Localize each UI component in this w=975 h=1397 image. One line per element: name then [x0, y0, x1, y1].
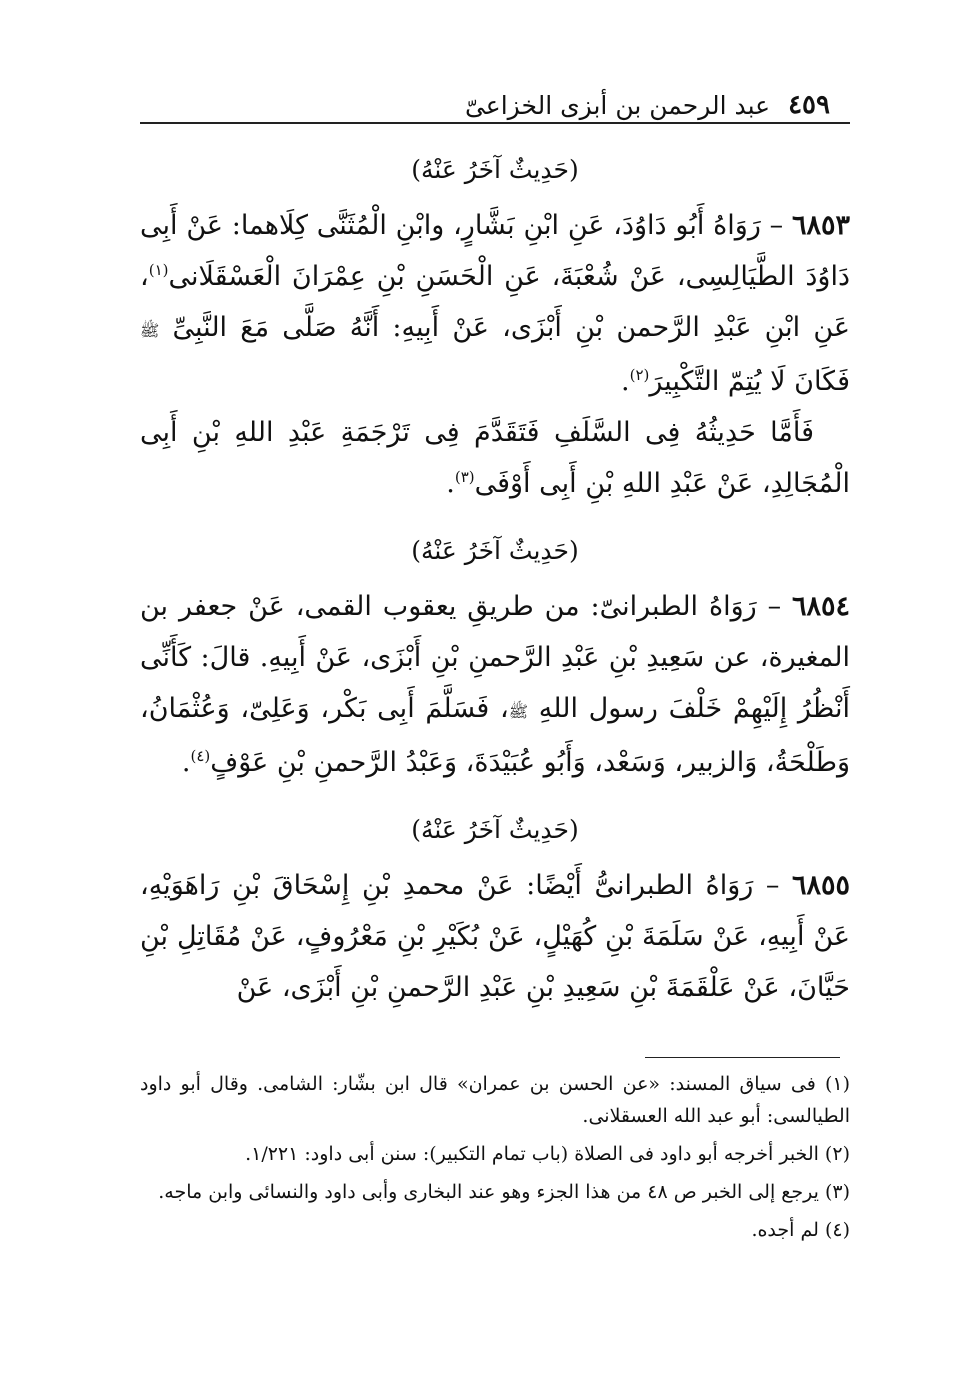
hadith-text: – رَوَاهُ الطبرانىُّ أَيْضًا: عَنْ محمدِ بْنِ إِسْحَاقَ بْنِ رَاهَوَيْهِ، عَنْ أَبِيهِ، عَنْ سَلَمَةَ بْنِ كُهَيْلٍ، عَنْ بُكَيْرِ بْنِ مَعْرُوفٍ، عَنْ مُقَاتِلِ بْنِ حَيَّانَ، عَنْ عَلْقَمَةَ بْنِ سَعِيدِ بْنِ عَبْدِ الرَّحمنِ بْنِ أَبْزَى، عَنْ [140, 870, 850, 1003]
hadith-number: ٦٨٥٥ [791, 870, 850, 901]
running-title: عبد الرحمن بن أبزى الخزاعىّ [464, 91, 771, 120]
footnote-3: (٣) يرجع إلى الخبر ص ٤٨ من هذا الجزء وهو عند البخارى وأبى داود والنسائى وابن ماجه. [158, 1181, 850, 1203]
footnote-4: (٤) لم أجده. [751, 1219, 850, 1241]
footnotes [140, 1068, 850, 1252]
hadith-number: ٦٨٥٤ [791, 591, 850, 622]
hadith-text: – رَوَاهُ الطبرانىّ: من طريقِ يعقوب القمى، عَنْ جعفر بن المغيرة، عن سَعِيدِ بْنِ عَبْدِ الرَّحمنِ بْنِ أَبْزَى، عَنْ أَبِيهِ. قالَ: كَأَنِّى أَنْظُرُ إِلَيْهِمْ خَلْفَ رسول اللهِ [140, 591, 850, 724]
note-text: . [446, 468, 455, 499]
hadith-text: ، فَسَلَّمَ أَبِى بَكْر، وَعَلِىّ، وَعُثْمَانُ، وَطَلْحَةُ، وَالزبير، وَسَعْد، وَأَبُو عُبَيْدَةَ، وَعَبْدُ الرَّحمنِ بْنِ عَوْفٍ [140, 693, 850, 778]
hadith-text: ، عَنِ ابْنِ عَبْدِ الرَّحمن بْنِ أَبْزَى، عَنْ أَبِيهِ: أَنَّهُ صَلَّى مَعَ النَّبِىِّ [140, 261, 851, 343]
hadith-text: فَكَانَ لَا يُتِمّ التَّكْبِيرَ [649, 366, 850, 397]
section-heading: (حَدِيثٌ آخَرُ عَنْهُ) [411, 536, 579, 565]
section-heading: (حَدِيثٌ آخَرُ عَنْهُ) [411, 155, 579, 184]
footnote-2: (٢) الخبر أخرجه أبو داود فى الصلاة (باب تمام التكبير): سنن أبى داود: ١/٢٢١. [245, 1143, 850, 1165]
section-heading: (حَدِيثٌ آخَرُ عَنْهُ) [411, 815, 579, 844]
hadith-number: ٦٨٥٣ [791, 210, 850, 241]
footnote-1: (١) فى سياق المسند: «عن الحسن بن عمران» قال ابن بشّار: الشامى. وقال أبو داود الطيالسى: أبو عبد الله العسقلانى. [140, 1073, 850, 1127]
footnote-ref[interactable]: (٢) [629, 366, 650, 384]
hadith-paragraph-6855 [140, 860, 850, 1013]
header-rule [140, 122, 850, 124]
footnote-ref[interactable]: (١) [148, 261, 169, 279]
hadith-text: – رَوَاهُ أَبُو دَاوُدَ، عَنِ ابْنِ بَشَّارٍ، وابْنِ الْمُثَنَّى كِلَاهما: عَنْ أَبِى دَاوُدَ الطَّيَالِسِى، عَنْ شُعْبَةَ، عَنِ الْحَسَنِ بْنِ عِمْرَانَ الْعَسْقَلَانى [140, 210, 850, 292]
footnote-rule [645, 1057, 840, 1058]
hadith-text: . [620, 366, 630, 397]
section-gap [140, 509, 850, 531]
honorific-glyph: ﷺ [508, 702, 529, 721]
running-header [140, 72, 850, 120]
footnote-ref[interactable]: (٣) [454, 468, 475, 486]
hadith-text: . [181, 747, 191, 778]
page-number: ٤٥٩ [788, 90, 830, 120]
note-paragraph [140, 407, 850, 509]
honorific-glyph: ﷺ [140, 321, 160, 340]
note-text: فَأَمَّا حَدِيثُهُ فِى السَّلَفِ فَتَقَدَّمَ فِى تَرْجَمَةِ عَبْدِ اللهِ بْنِ أَبِى الْمُجَالِدِ، عَنْ عَبْدِ اللهِ بْنِ أَبِى أَوْفَى [140, 417, 850, 499]
section-gap [140, 788, 850, 810]
hadith-paragraph-6854 [140, 581, 850, 788]
footnote-ref[interactable]: (٤) [190, 747, 211, 765]
page-body [140, 150, 850, 1013]
hadith-paragraph-6853 [140, 200, 850, 407]
